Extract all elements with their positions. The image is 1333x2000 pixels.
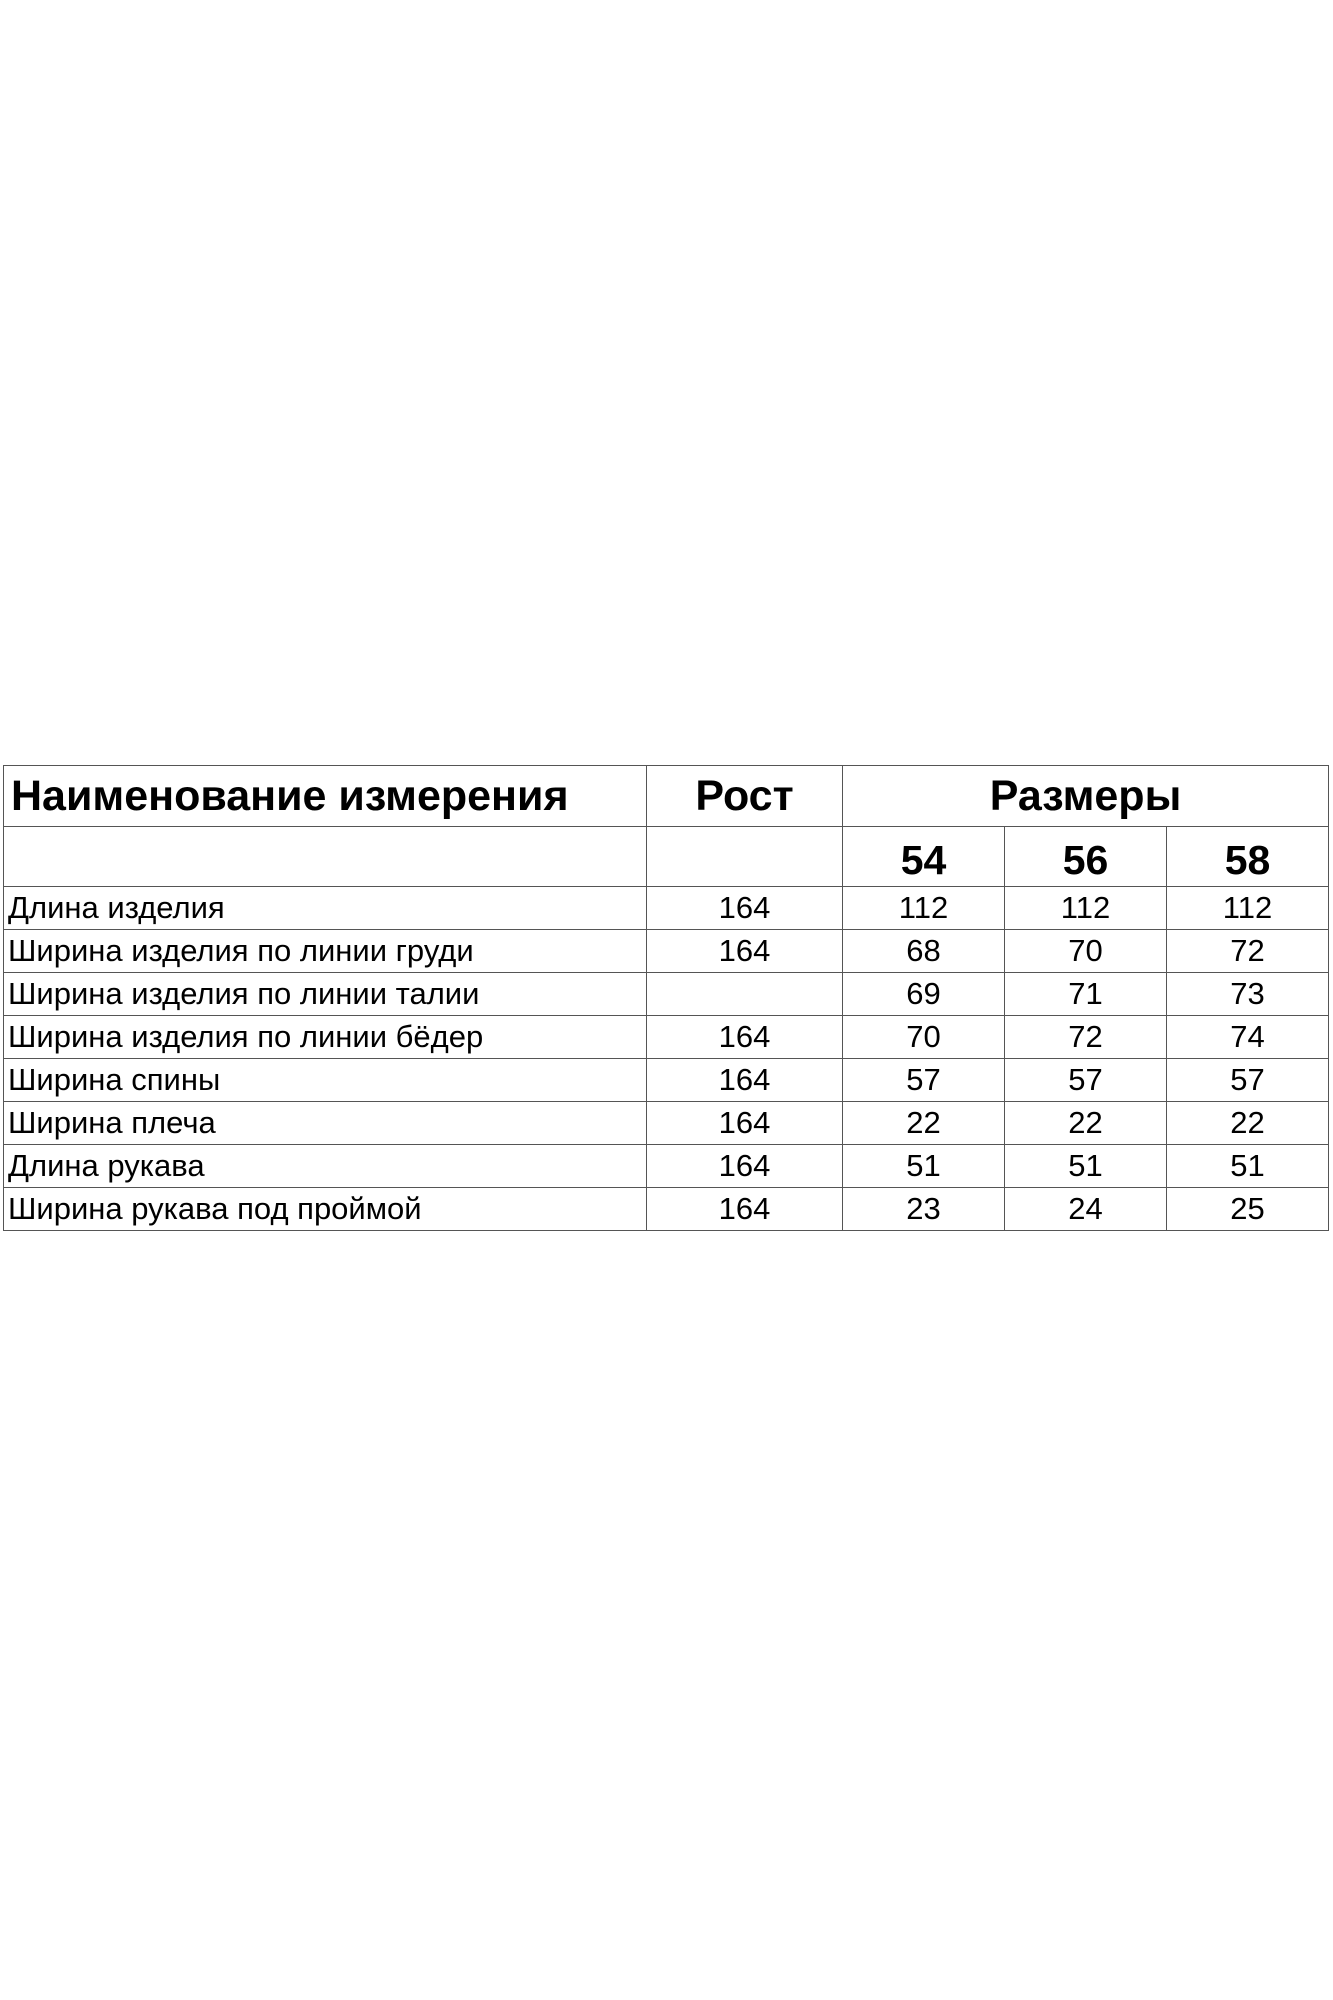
measurement-name: Ширина изделия по линии бёдер [4,1016,647,1059]
table-row [4,1188,1329,1231]
table-row [4,973,1329,1016]
size-value: 69 [843,973,1005,1016]
size-value: 70 [1005,930,1167,973]
header-sizes-group: Размеры [843,766,1329,827]
header-height: Рост [647,766,843,827]
table-row [4,887,1329,930]
measurement-name: Длина рукава [4,1145,647,1188]
size-value: 74 [1167,1016,1329,1059]
size-value: 57 [1005,1059,1167,1102]
size-value: 51 [843,1145,1005,1188]
size-header: 58 [1167,827,1329,887]
header-measurement: Наименование измерения [4,766,647,827]
size-value: 71 [1005,973,1167,1016]
measurement-name: Ширина изделия по линии талии [4,973,647,1016]
height-value: 164 [647,887,843,930]
height-value [647,973,843,1016]
measurement-name: Ширина изделия по линии груди [4,930,647,973]
size-chart-table [3,765,1329,1231]
size-value: 57 [843,1059,1005,1102]
empty-cell [4,827,647,887]
size-value: 51 [1005,1145,1167,1188]
size-value: 112 [1167,887,1329,930]
measurement-name: Ширина рукава под проймой [4,1188,647,1231]
size-value: 112 [1005,887,1167,930]
height-value: 164 [647,1059,843,1102]
table-row [4,1102,1329,1145]
height-value: 164 [647,1102,843,1145]
size-value: 23 [843,1188,1005,1231]
measurement-name: Ширина плеча [4,1102,647,1145]
measurement-name: Ширина спины [4,1059,647,1102]
size-header: 56 [1005,827,1167,887]
size-value: 70 [843,1016,1005,1059]
size-value: 73 [1167,973,1329,1016]
size-value: 22 [1005,1102,1167,1145]
table-row [4,1059,1329,1102]
size-value: 72 [1167,930,1329,973]
size-value: 25 [1167,1188,1329,1231]
header-row [4,766,1329,827]
height-value: 164 [647,1145,843,1188]
size-value: 72 [1005,1016,1167,1059]
size-value: 57 [1167,1059,1329,1102]
size-value: 24 [1005,1188,1167,1231]
table-row [4,930,1329,973]
size-header: 54 [843,827,1005,887]
size-value: 22 [843,1102,1005,1145]
size-value: 68 [843,930,1005,973]
height-value: 164 [647,930,843,973]
table-row [4,1016,1329,1059]
height-value: 164 [647,1016,843,1059]
empty-cell [647,827,843,887]
table-row [4,1145,1329,1188]
measurement-name: Длина изделия [4,887,647,930]
height-value: 164 [647,1188,843,1231]
size-value: 22 [1167,1102,1329,1145]
size-value: 51 [1167,1145,1329,1188]
size-value: 112 [843,887,1005,930]
sizes-row [4,827,1329,887]
